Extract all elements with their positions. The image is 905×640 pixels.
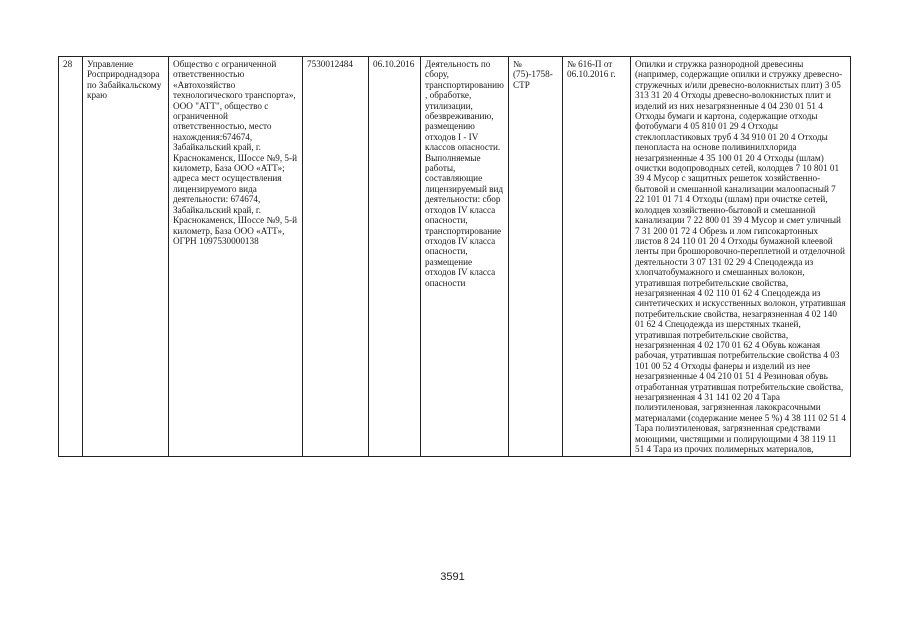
date-cell: 06.10.2016 <box>369 57 421 457</box>
license-number-cell: № (75)-1758-СТР <box>509 57 563 457</box>
page-number: 3591 <box>440 571 465 583</box>
inn-cell: 7530012484 <box>303 57 369 457</box>
wastes-cell: Опилки и стружка разнородной древесины (например, содержащие опилки и стружку древесно-стружечных и/или древесно-волокнистых плит) 3 05 313 31 20 4 Отходы древесно-волокнистых плит и изделий из них незагрязненные 4 04 230 01 51 4 Отходы бумаги и картона, содержащие отходы фотобумаги 4 05 810 01 29 4 Отходы стеклопластиковых труб 4 34 910 01 20 4 Отходы пенопласта на основе поливинилхлорида незагрязненные 4 35 100 01 20 4 Отходы (шлам) очистки водопроводных сетей, колодцев 7 10 801 01 39 4 Мусор с защитных решеток хозяйственно-бытовой и смешанной канализации малоопасный 7 22 101 01 71 4 Отходы (шлам) при очистке сетей, колодцев хозяйственно-бытовой и смешанной канализации 7 22 800 01 39 4 Мусор и смет уличный 7 31 200 01 72 4 Обрезь и лом гипсокартонных листов 8 24 110 01 20 4 Отходы бумажной клеевой ленты при брошюровочно-переплетной и отделочной деятельности 3 07 131 02 29 4 Спецодежда из хлопчатобумажного и смешанных волокон, утратившая потребительские свойства, незагрязненная 4 02 110 01 62 4 Спецодежда из синтетических и искусственных волокон, утратившая потребительские свойства, незагрязненная 4 02 140 01 62 4 Спецодежда из шерстяных тканей, утратившая потребительские свойства, незагрязненная 4 02 170 01 62 4 Обувь кожаная рабочая, утратившая потребительские свойства 4 03 101 00 52 4 Отходы фанеры и изделий из нее незагрязненные 4 04 210 01 51 4 Резиновая обувь отработанная утратившая потребительские свойства, незагрязненная 4 31 141 02 20 4 Тара полиэтиленовая, загрязненная лакокрасочными материалами (содержание менее 5 %) 4 38 111 02 51 4 Тара полиэтиленовая, загрязненная средствами моющими, чистящими и полирующими 4 38 119 11 51 4 Тара из прочих полимерных материалов, <box>631 57 851 457</box>
table-row <box>59 57 851 457</box>
authority-cell: Управление Росприроднадзора по Забайкальскому краю <box>83 57 169 457</box>
licensee-cell: Общество с ограниченной ответственностью «Автохозяйство технологического транспорта», ООО "АТТ", общество с ограниченной ответственностью, место нахождения:674674, Забайкальский край, г. Краснокаменск, Шоссе №9, 5-й километр, База ООО «АТТ»; адреса мест осуществления лицензируемого вида деятельности: 674674, Забайкальский край, г. Краснокаменск, Шоссе №9, 5-й километр, База ООО «АТТ», ОГРН 1097530000138 <box>169 57 303 457</box>
activity-cell: Деятельность по сбору, транспортированию, обработке, утилизации, обезвреживанию, размещению отходов I - IV классов опасности. Выполняемые работы, составляющие лицензируемый вид деятельности: сбор отходов IV класса опасности, транспортирование отходов IV класса опасности, размещение отходов IV класса опасности <box>421 57 509 457</box>
row-number-cell: 28 <box>59 57 83 457</box>
order-cell: № 616-П от 06.10.2016 г. <box>563 57 631 457</box>
license-registry-table <box>58 56 851 457</box>
